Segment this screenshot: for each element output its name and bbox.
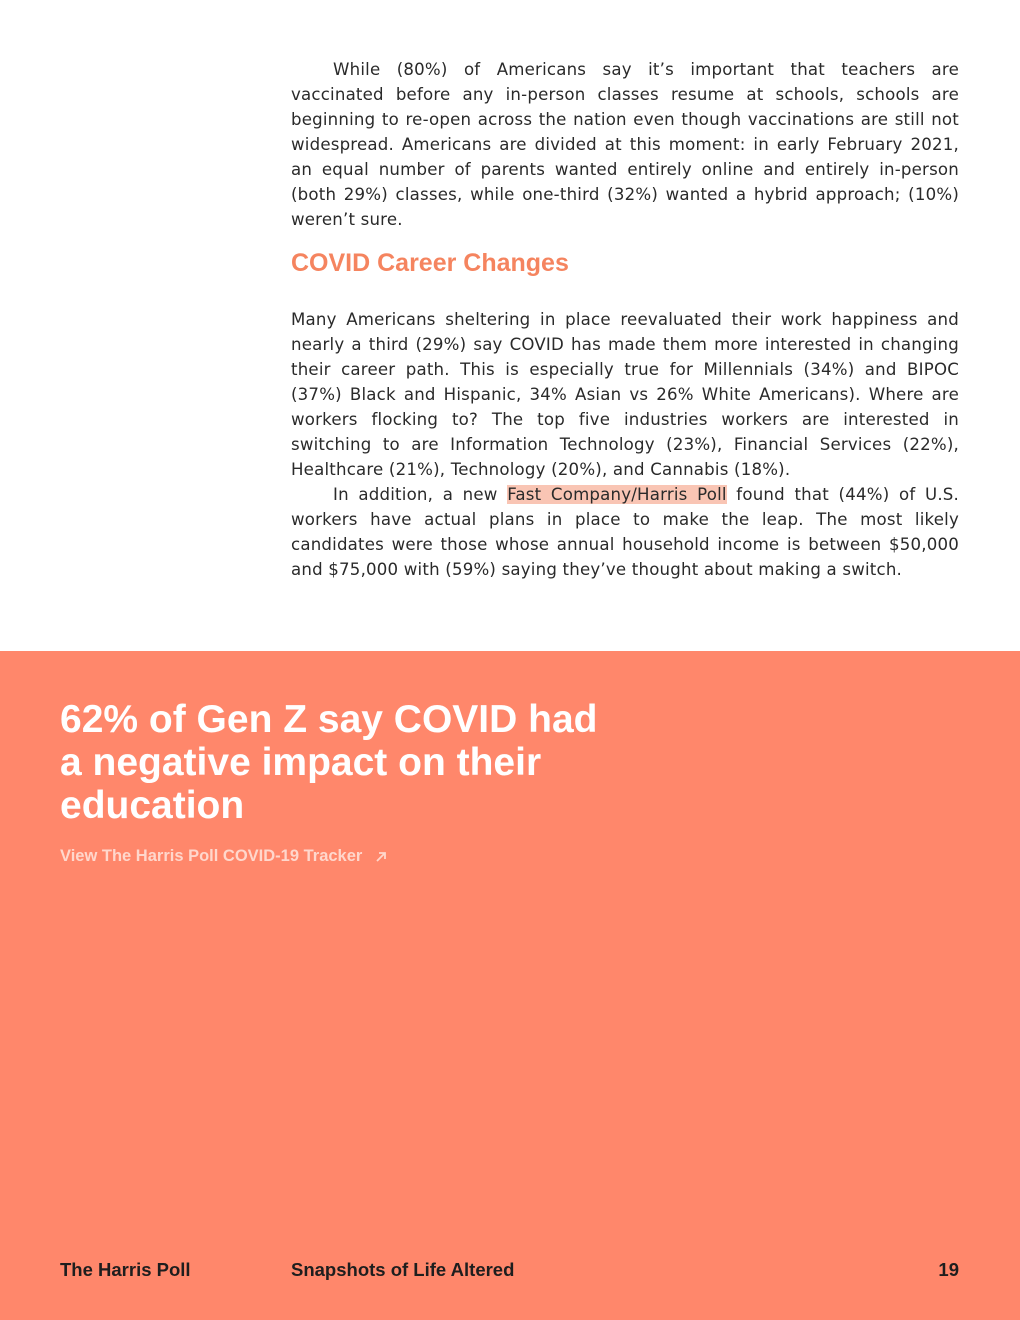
paragraph-3-end: found that (44%) of U.S. workers have actual plans in place to make the leap. The most likely candidates were those whose annual household income is between $50,000 and $75,000 with (59%) saying they’ve thought about making a switch. <box>291 485 960 579</box>
footer-title: Snapshots of Life Altered <box>291 1259 515 1280</box>
paragraph-3-start: In addition, a new <box>333 485 508 504</box>
paragraph-vaccination <box>291 57 959 232</box>
arrow-up-right-icon <box>374 850 388 864</box>
paragraph-3 <box>291 482 959 582</box>
paragraph-1: While (80%) of Americans say it’s important that teachers are vaccinated before any in-person classes resume at schools, schools are beginning to re-open across the nation even though vaccinations are still not widespread. Americans are divided at this moment: in early February 2021, an equal number of parents wanted entirely online and entirely in-person (both 29%) classes, while one-third (32%) wanted a hybrid approach; (10%) weren’t sure. <box>291 60 959 229</box>
paragraph-2: Many Americans sheltering in place reevaluated their work happiness and nearly a third (29%) say COVID has made them more interested in changing their career path. This is especially true for Millennials (34%) and BIPOC (37%) Black and Hispanic, 34% Asian vs 26% White Americans). Where are workers flocking to? The top five industries workers are interested in switching to are Information Technology (23%), Financial Services (22%), Healthcare (21%), Technology (20%), and Cannabis (18%). <box>291 310 959 479</box>
footer-brand: The Harris Poll <box>60 1259 191 1280</box>
article-body <box>0 0 1020 651</box>
callout-quote: 62% of Gen Z say COVID had a negative impact on their education <box>60 698 598 827</box>
section-heading: COVID Career Changes <box>291 249 569 277</box>
fast-company-link[interactable]: Fast Company/Harris Poll <box>507 485 727 504</box>
covid-tracker-link[interactable] <box>60 847 388 866</box>
tracker-link-label: View The Harris Poll COVID-19 Tracker <box>60 847 363 865</box>
page-number: 19 <box>938 1259 959 1280</box>
paragraph-career <box>291 307 959 582</box>
